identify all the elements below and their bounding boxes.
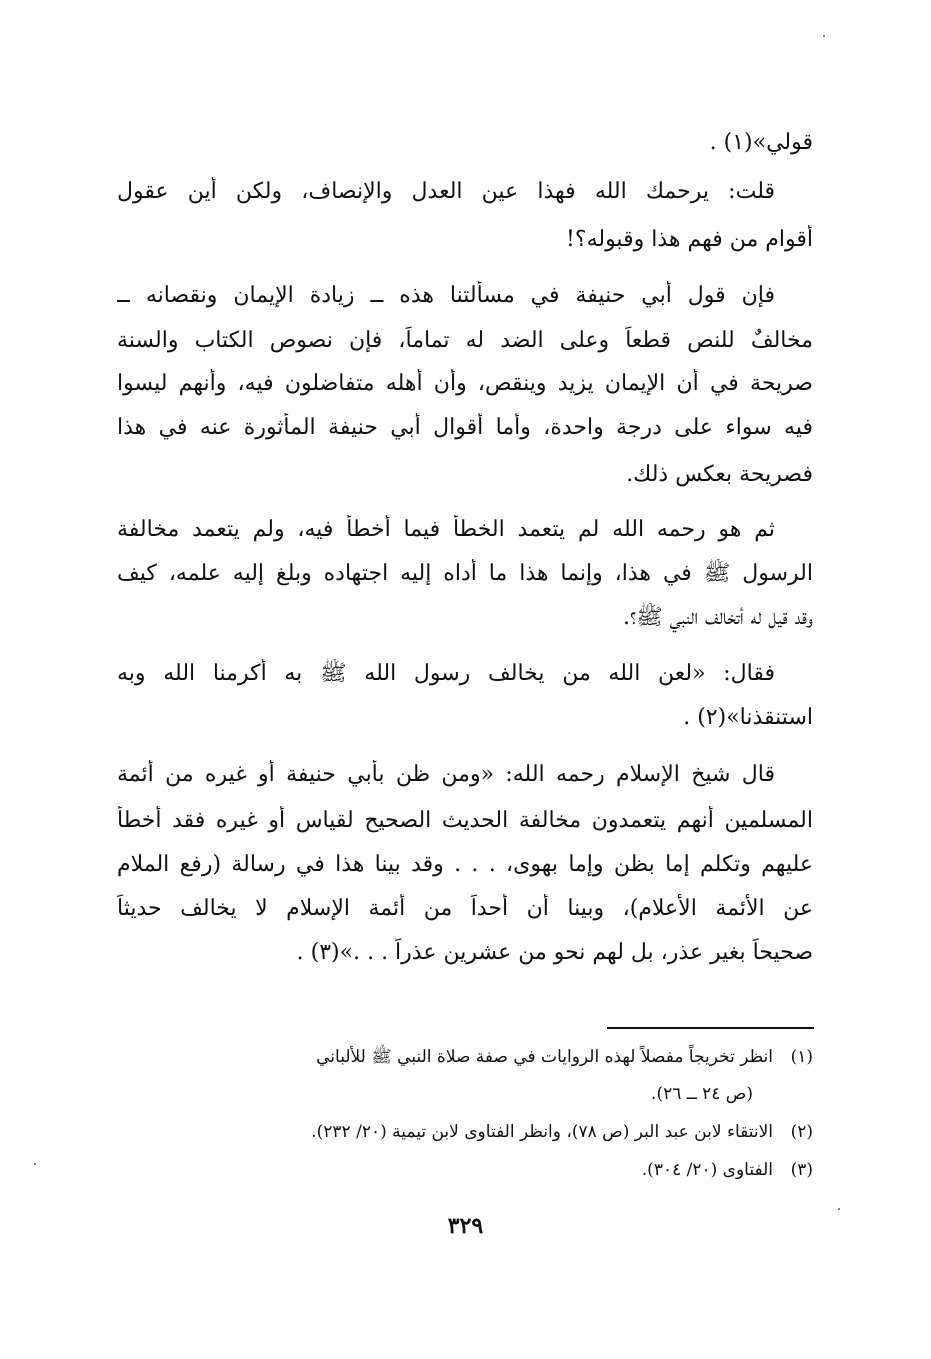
body-line: استنقذنا»(٢) . <box>683 705 813 730</box>
scan-speck <box>34 1163 36 1165</box>
scan-speck <box>838 1208 840 1210</box>
body-line: فصريحة بعكس ذلك. <box>626 462 813 487</box>
body-line: قلت: يرحمك الله فهذا عين العدل والإنصاف، ولكن أين عقول <box>117 179 775 204</box>
body-line: عن الأئمة الأعلام)، وبينا أن أحداً من أئمة الإسلام لا يخالف حديثاً <box>117 896 813 921</box>
body-line: المسلمين أنهم يتعمدون مخالفة الحديث الصحيح لقياس أو غيره فقد أخطأ <box>117 808 813 833</box>
footnote-1 <box>117 1044 813 1070</box>
footnote-number: (٣) <box>790 1160 813 1180</box>
body-line: وقد قيل له أتخالف النبي ﷺ؟. <box>623 605 813 630</box>
body-line: ثم هو رحمه الله لم يتعمد الخطأ فيما أخطأ فيه، ولم يتعمد مخالفة <box>117 517 775 542</box>
footnote-text: الانتقاء لابن عبد البر (ص ٧٨)، وانظر الفتاوى لابن تيمية (٢٠/ ٢٣٢). <box>311 1122 773 1142</box>
page-number: ٣٢٩ <box>447 1213 484 1239</box>
body-line: فإن قول أبي حنيفة في مسألتنا هذه ــ زيادة الإيمان ونقصانه ــ <box>117 283 775 308</box>
body-line: صريحة في أن الإيمان يزيد وينقص، وأن أهله متفاضلون فيه، وأنهم ليسوا <box>117 371 813 396</box>
body-line: مخالفٌ للنص قطعاً وعلى الضد له تماماً، فإن نصوص الكتاب والسنة <box>117 328 813 353</box>
body-line: قال شيخ الإسلام رحمه الله: «ومن ظن بأبي حنيفة أو غيره من أئمة <box>117 762 775 787</box>
footnote-1-continuation: (ص ٢٤ ــ ٢٦). <box>651 1084 753 1104</box>
footnote-2 <box>117 1119 813 1145</box>
footnote-3 <box>117 1157 813 1183</box>
body-line: الرسول ﷺ في هذا، وإنما هذا ما أداه إليه اجتهاده وبلغ إليه علمه، كيف <box>117 561 813 586</box>
body-line: أقوام من فهم هذا وقبوله؟! <box>566 227 813 252</box>
body-line: قولي»(١) . <box>709 130 813 155</box>
body-line: فيه سواء على درجة واحدة، وأما أقوال أبي حنيفة المأثورة عنه في هذا <box>117 415 813 440</box>
footnote-number: (٢) <box>790 1122 813 1142</box>
footnote-separator <box>607 1027 814 1029</box>
footnote-text: انظر تخريجاً مفصلاً لهذه الروايات في صفة صلاة النبي ﷺ للألباني <box>316 1047 773 1067</box>
body-line: صحيحاً بغير عذر، بل لهم نحو من عشرين عذراً . . .»(٣) . <box>296 940 813 965</box>
body-line: عليهم وتكلم إما بظن وإما بهوى، . . . وقد بينا هذا في رسالة (رفع الملام <box>117 852 813 877</box>
footnote-number: (١) <box>790 1047 813 1067</box>
scan-speck <box>823 35 825 37</box>
footnote-text: الفتاوى (٢٠/ ٣٠٤). <box>641 1160 773 1180</box>
body-line: فقال: «لعن الله من يخالف رسول الله ﷺ به أكرمنا الله وبه <box>117 661 775 686</box>
